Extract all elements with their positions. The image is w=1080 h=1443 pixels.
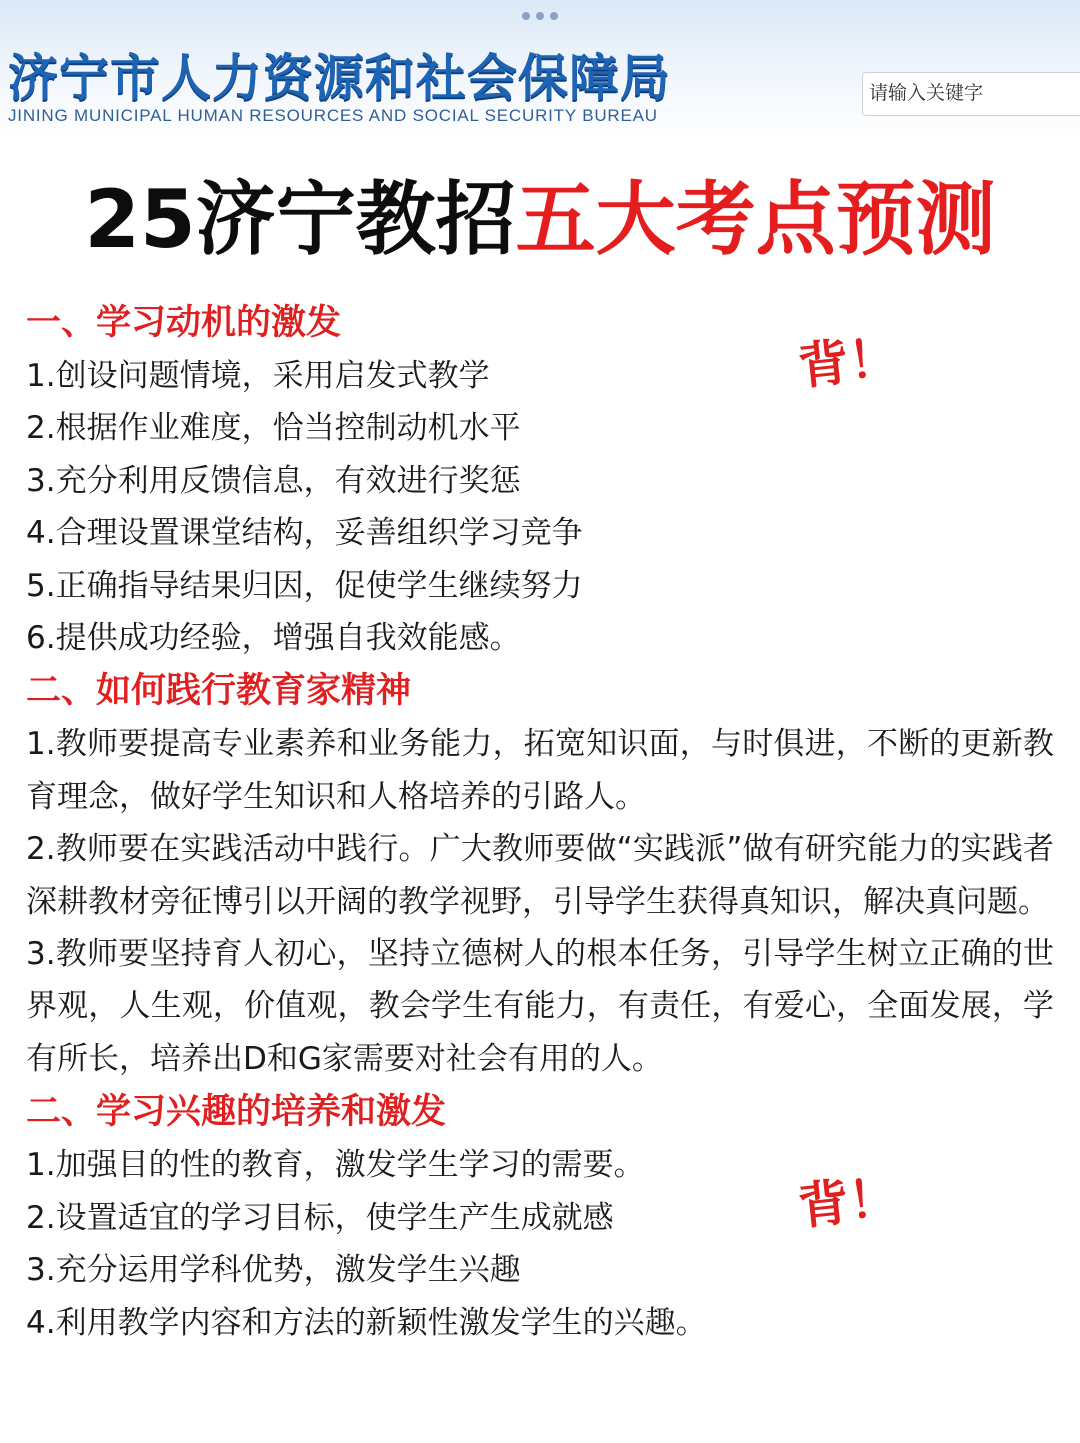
list-item: 3.教师要坚持育人初心，坚持立德树人的根本任务，引导学生树立正确的世界观，人生观，价值观，教会学生有能力，有责任，有爱心，全面发展，学有所长，培养出D和G家需要对社会有用的人。 (26, 936, 1054, 1077)
list-item: 4.利用教学内容和方法的新颖性激发学生的兴趣。 (26, 1304, 707, 1341)
list-item: 2.教师要在实践活动中践行。广大教师要做“实践派”做有研究能力的实践者深耕教材旁征博引以开阔的教学视野，引导学生获得真知识，解决真问题。 (26, 831, 1054, 920)
list-item: 3.充分利用反馈信息，有效进行奖惩 (26, 462, 521, 499)
page-title (0, 170, 1080, 270)
memorize-stamp: 背！ (795, 1166, 902, 1237)
title-black-part: 25济宁教招 (84, 173, 516, 266)
title-red-part: 五大考点预测 (515, 173, 996, 266)
list-item: 2.设置适宜的学习目标，使学生产生成就感 (26, 1199, 614, 1236)
article-body (26, 296, 1054, 1349)
search-input[interactable] (862, 72, 1080, 116)
list-item: 5.正确指导结果归因，促使学生继续努力 (26, 567, 583, 604)
section-interest (26, 1085, 1054, 1349)
site-header (0, 0, 1080, 140)
more-dots-icon[interactable] (522, 12, 558, 20)
list-item: 2.根据作业难度，恰当控制动机水平 (26, 410, 521, 447)
section-heading: 二、如何践行教育家精神 (26, 671, 412, 712)
list-item: 3.充分运用学科优势，激发学生兴趣 (26, 1252, 521, 1289)
bureau-logo-en: JINING MUNICIPAL HUMAN RESOURCES AND SOCIAL SECURITY BUREAU (8, 106, 658, 125)
list-item: 1.教师要提高专业素养和业务能力，拓宽知识面，与时俱进，不断的更新教育理念，做好学生知识和人格培养的引路人。 (26, 726, 1054, 815)
list-item: 1.加强目的性的教育，激发学生学习的需要。 (26, 1147, 645, 1184)
bureau-logo-cn[interactable]: 济宁市人力资源和社会保障局 (8, 49, 671, 107)
list-item: 1.创设问题情境，采用启发式教学 (26, 358, 490, 394)
section-heading: 一、学习动机的激发 (26, 303, 342, 343)
memorize-stamp: 背！ (795, 326, 902, 397)
section-heading: 二、学习兴趣的培养和激发 (26, 1092, 447, 1133)
section-motivation (26, 296, 1054, 664)
section-educator-spirit (26, 664, 1054, 1085)
list-item: 6.提供成功经验，增强自我效能感。 (26, 620, 521, 657)
list-item: 4.合理设置课堂结构，妥善组织学习竞争 (26, 515, 583, 552)
